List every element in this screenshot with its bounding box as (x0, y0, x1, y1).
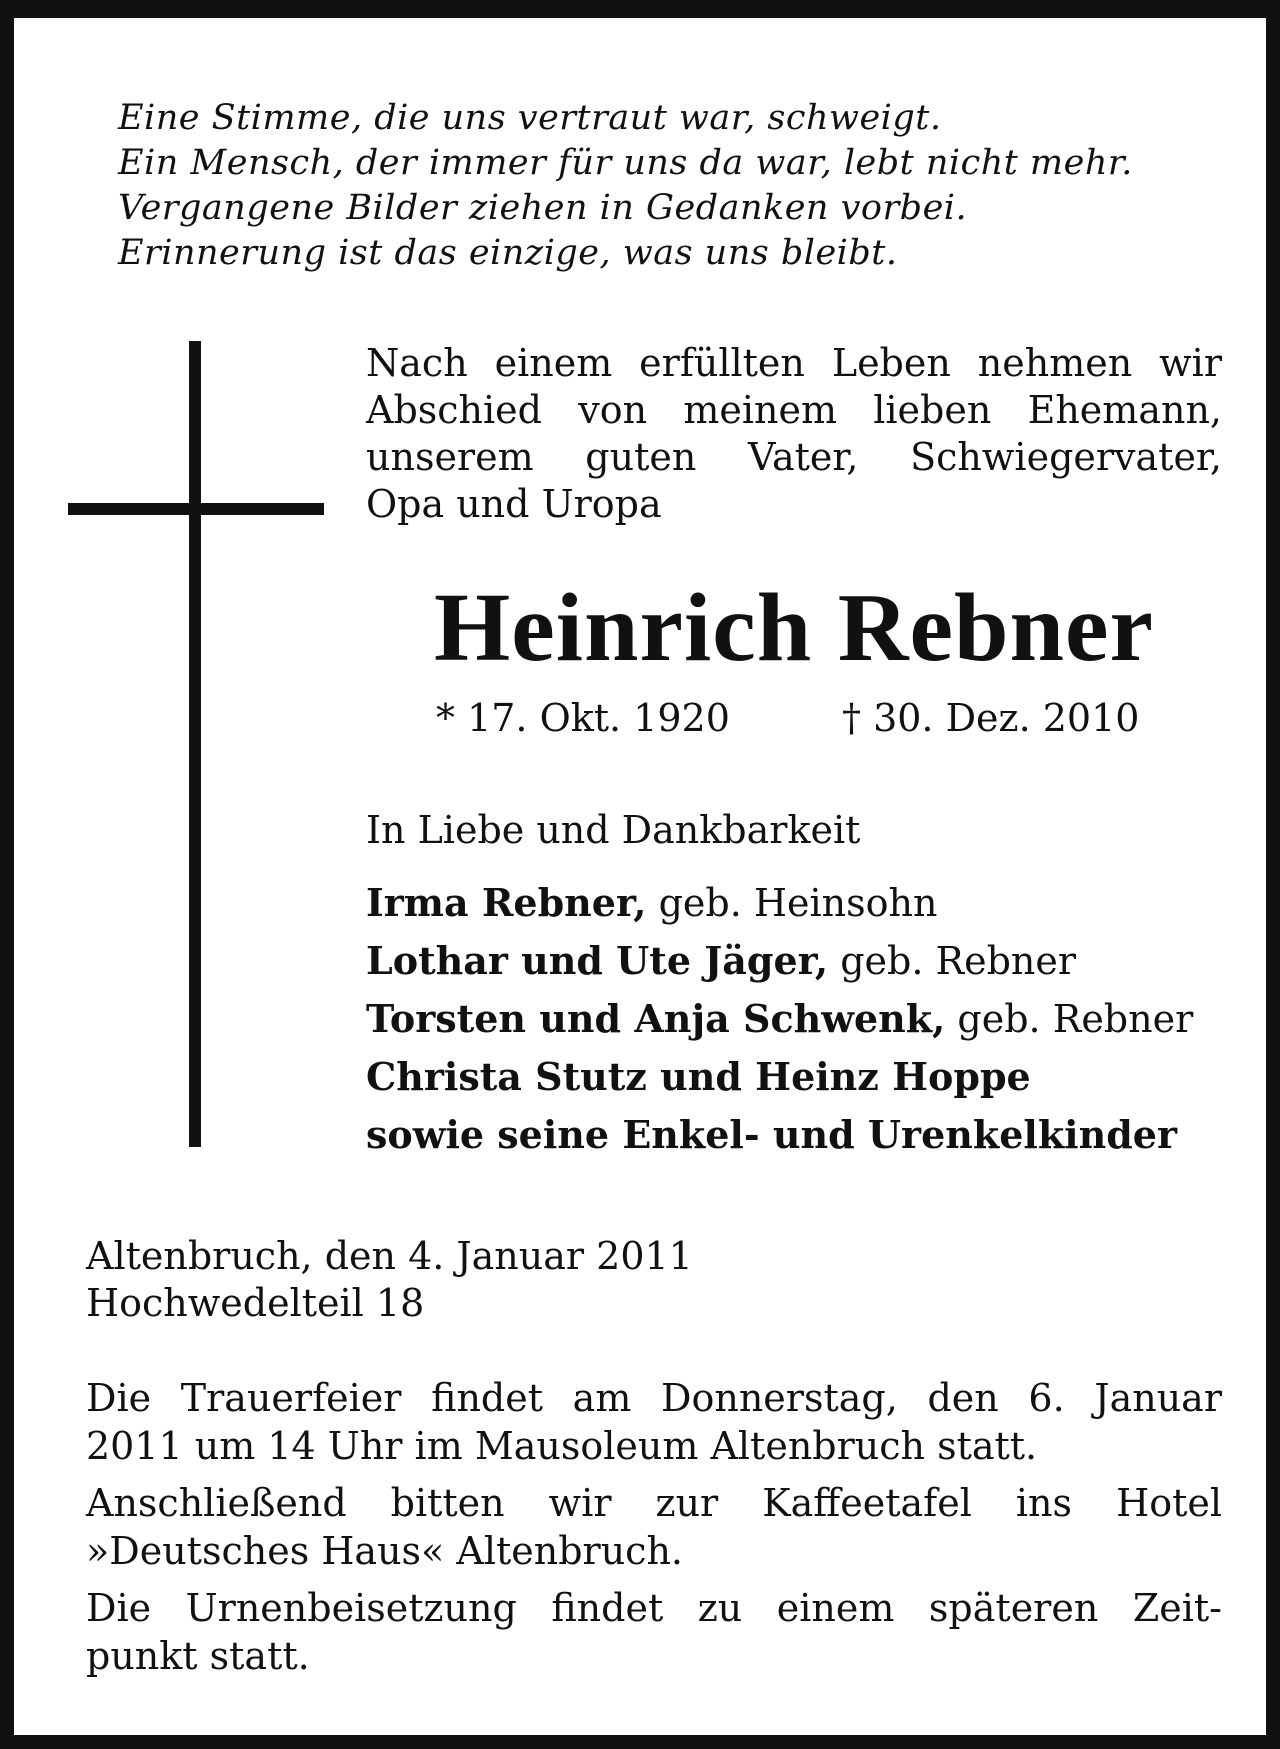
address: Hochwedelteil 18 (86, 1281, 425, 1325)
intro-text (366, 340, 1222, 528)
mourner-entry (366, 932, 1193, 990)
deceased-name: Heinrich Rebner (434, 574, 1154, 682)
notice-line: Anschließend bitten wir zur Kaffeetafel ins Hotel (86, 1481, 1222, 1525)
poem-line: Ein Mensch, der immer für uns da war, lebt nicht mehr. (118, 143, 1133, 183)
mourner-entry (366, 990, 1193, 1048)
mourners-list (366, 874, 1193, 1164)
cross-icon-bar (68, 503, 324, 515)
poem-line: Vergangene Bilder ziehen in Gedanken vorbei. (118, 188, 968, 228)
mourner-name: Torsten und Anja Schwenk, (366, 996, 946, 1041)
notice-line: Die Trauerfeier findet am Donnerstag, den 6. Januar (86, 1376, 1222, 1420)
mourner-name: Lothar und Ute Jäger, (366, 938, 829, 983)
notice-paragraph (86, 1479, 1222, 1575)
mourner-name: Irma Rebner, (366, 880, 647, 925)
funeral-notice (86, 1374, 1222, 1689)
mourner-name: sowie seine Enkel- und Urenkelkinder (366, 1112, 1177, 1157)
poem (118, 96, 1228, 276)
mourner-entry (366, 1106, 1193, 1164)
poem-line: Erinnerung ist das einzige, was uns bleibt. (118, 233, 898, 273)
intro-line: Abschied von meinem lieben Ehemann, (366, 388, 1222, 432)
cross-icon (189, 341, 201, 1147)
birth-date: * 17. Okt. 1920 (436, 696, 730, 740)
intro-line: unserem guten Vater, Schwiegervater, (366, 435, 1222, 479)
notice-line: 2011 um 14 Uhr im Mausoleum Altenbruch statt. (86, 1424, 1038, 1468)
mourner-entry (366, 1048, 1193, 1106)
intro-line: Opa und Uropa (366, 482, 662, 526)
mourner-name: Christa Stutz und Heinz Hoppe (366, 1054, 1031, 1099)
notice-line: punkt statt. (86, 1634, 310, 1678)
mourner-note: geb. Rebner (828, 939, 1077, 983)
notice-paragraph (86, 1374, 1222, 1470)
place-and-date (86, 1233, 693, 1327)
mourner-note: geb. Rebner (945, 997, 1194, 1041)
intro-line: Nach einem erfüllten Leben nehmen wir (366, 341, 1222, 385)
thanks-line: In Liebe und Dankbarkeit (366, 808, 861, 852)
death-date: † 30. Dez. 2010 (842, 696, 1140, 740)
poem-line: Eine Stimme, die uns vertraut war, schweigt. (118, 98, 942, 138)
mourner-note: geb. Heinsohn (646, 881, 938, 925)
notice-line: »Deutsches Haus« Altenbruch. (86, 1529, 683, 1573)
city-date: Altenbruch, den 4. Januar 2011 (86, 1234, 693, 1278)
notice-line: Die Urnenbeisetzung findet zu einem späteren Zeit- (86, 1586, 1222, 1630)
mourner-entry (366, 874, 1193, 932)
notice-paragraph (86, 1584, 1222, 1680)
